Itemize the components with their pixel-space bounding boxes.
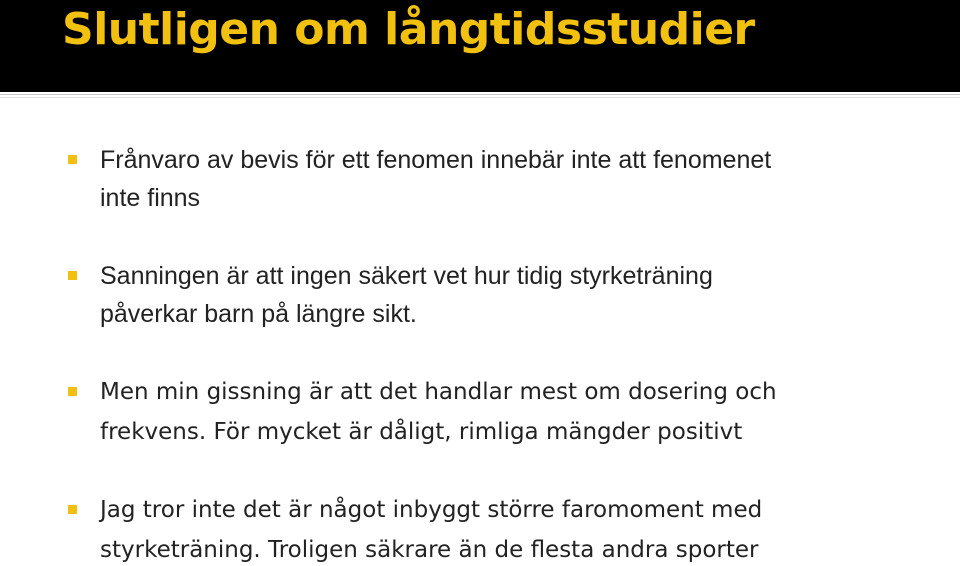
bullet-1-line-1: Frånvaro av bevis för ett fenomen innebär inte att fenomenet (100, 146, 772, 174)
bullet-1-line-2: inte finns (100, 184, 201, 212)
bullet-2-line-2: påverkar barn på längre sikt. (100, 300, 417, 328)
title-divider-secondary (0, 97, 960, 98)
square-bullet-icon (68, 387, 77, 396)
title-divider (0, 94, 960, 95)
bullet-4-line-1: Jag tror inte det är något inbyggt större faromoment med (100, 497, 763, 523)
bullet-3-line-1: Men min gissning är att det handlar mest om dosering och (100, 379, 777, 405)
square-bullet-icon (68, 271, 77, 280)
slide-title: Slutligen om långtidsstudier (62, 4, 755, 55)
bullet-4-line-2: styrketräning. Troligen säkrare än de flesta andra sporter (100, 537, 759, 563)
bullet-3-line-2: frekvens. För mycket är dåligt, rimliga mängder positivt (100, 419, 743, 445)
bullet-2-line-1: Sanningen är att ingen säkert vet hur tidig styrketräning (100, 262, 713, 290)
square-bullet-icon (68, 155, 77, 164)
title-bar (0, 0, 960, 92)
square-bullet-icon (68, 505, 77, 514)
